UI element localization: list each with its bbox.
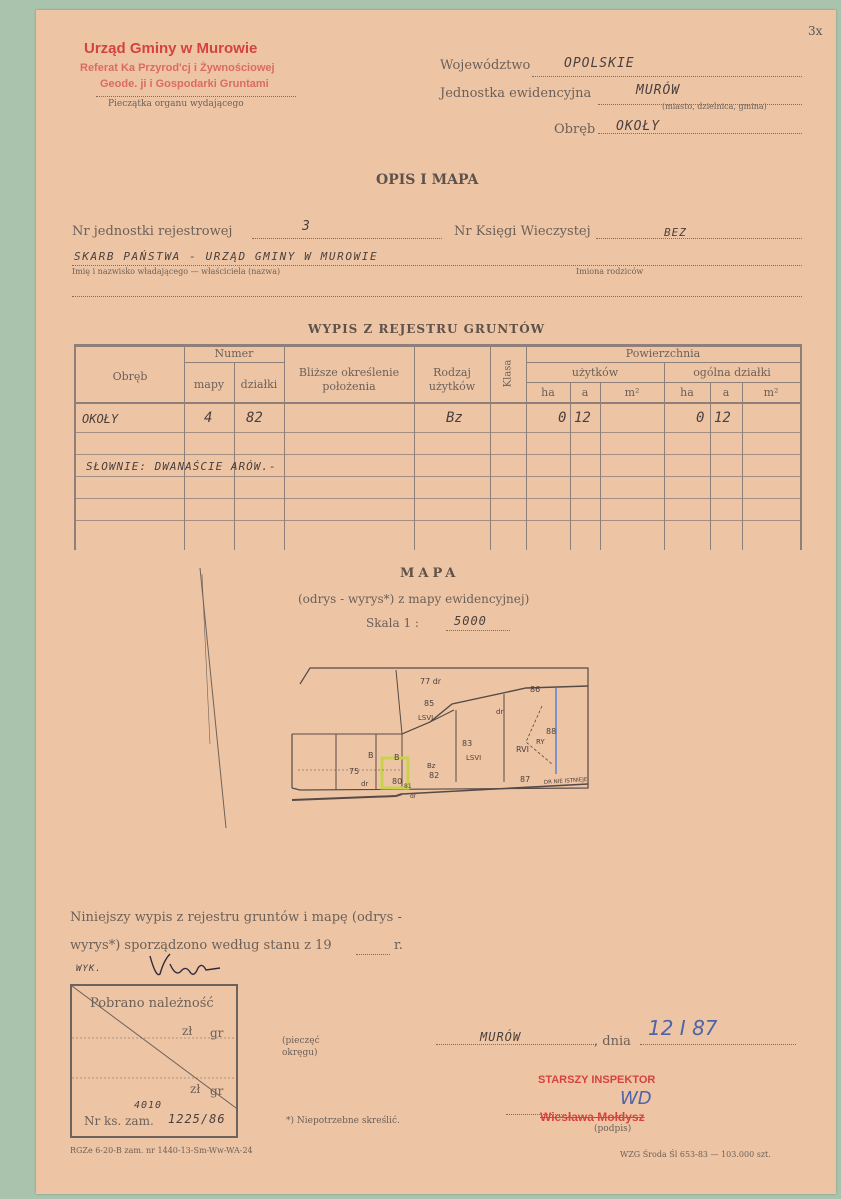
land-book-value: BEZ [664,226,687,239]
label-87: 87 [520,775,531,784]
col-map: mapy [193,378,225,391]
col-use-type-1: Rodzaj [433,366,471,379]
registry-unit-value: 3 [302,219,311,234]
col-location-2: położenia [322,380,376,393]
row-map: 4 [204,410,213,426]
statement-line-2: wyrys*) sporządzono według stanu z 19 [70,938,332,953]
col-a-2: a [722,386,730,399]
fee-title: Pobrano należność [90,996,214,1011]
place-value: MURÓW [480,1030,522,1044]
fee-zl-1: zł [182,1024,193,1038]
date-value: 12 I 87 [648,1016,718,1040]
row-total-a: 12 [714,410,731,426]
stamp-section: Geode. ji i Gospodarki Gruntami [100,78,269,90]
date-label: , dnia [594,1034,631,1049]
land-registry-table [74,344,802,550]
voivodeship-value: OPOLSKIE [564,56,635,71]
label-road: DR NIE ISTNIEJE [543,776,588,786]
label-75: 75 [349,767,360,776]
document-sheet [36,10,836,1194]
corner-mark: 3x [808,24,823,38]
label-81: 81 [404,783,412,790]
registry-unit-label: Nr jednostki rejestrowej [72,224,233,239]
label-lsvi-2: LSVI [466,754,482,762]
col-use-type-2: użytków [428,380,476,393]
precinct-value: OKOŁY [616,119,661,134]
label-80: 80 [392,777,403,786]
footnote: *) Niepotrzebne skreślić. [286,1116,400,1126]
col-class: Klasa [502,359,514,388]
land-book-label: Nr Księgi Wieczystej [454,224,591,239]
inspector-initials: WD [620,1088,652,1109]
stamp-caption: Pieczątka organu wydającego [108,99,244,109]
order-number-value: 1225/86 [168,1112,226,1126]
unit-value: MURÓW [636,83,681,98]
col-area-use: użytków [571,366,619,379]
label-lsvi-1: LSVI [418,714,434,722]
map-title: MAPA [400,566,460,581]
label-85: 85 [424,699,435,708]
col-number: Numer [214,347,254,360]
label-82: 82 [429,771,440,780]
area-in-words: SŁOWNIE: DWANAŚCIE ARÓW.- [86,460,277,473]
document-title: OPIS I MAPA [376,172,479,188]
map-subtitle: (odrys - wyrys*) z mapy ewidencyjnej) [298,592,530,606]
label-88: 88 [546,727,557,736]
map-scale-value: 5000 [454,614,487,628]
fee-box [70,984,238,1138]
order-number-top: 4010 [134,1100,163,1111]
row-use-type: Bz [446,410,463,426]
col-precinct: Obręb [112,370,148,383]
stamp-department: Referat Ka Przyrod'cj i Żywnościowej [80,62,275,74]
fee-zl-2: zł [190,1082,201,1096]
print-info: WZG Środa Śl 653-83 — 103.000 szt. [620,1150,771,1159]
signature-caption: (podpis) [594,1124,632,1134]
table-title: WYPIS Z REJESTRU GRUNTÓW [308,322,546,336]
col-a-1: a [581,386,589,399]
unit-hint: (miasto, dzielnica, gmina) [662,102,767,111]
row-use-ha: 0 [558,410,567,426]
label-rvi: RVI [516,745,529,754]
fee-gr-1: gr [210,1026,224,1040]
label-dr-2: dr [361,780,369,788]
seal-label-1: (pieczęć [282,1036,320,1046]
parents-label: Imiona rodziców [576,267,644,276]
map-scale-label: Skala 1 : [366,616,419,630]
precinct-label: Obręb [554,122,596,137]
voivodeship-label: Województwo [440,58,531,73]
cadastral-map [196,564,596,836]
handwritten-signature [146,950,226,982]
col-m2-1: m² [624,386,640,399]
row-precinct: OKOŁY [82,412,119,426]
label-83: 83 [462,739,473,748]
seal-label-2: okręgu) [282,1048,318,1058]
owner-label: Imię i nazwisko władającego — właściciela (nazwa) [72,267,281,276]
col-parcel: działki [240,378,278,391]
col-ha-1: ha [541,386,555,399]
row-parcel: 82 [246,410,263,426]
col-area: Powierzchnia [625,347,701,360]
form-code: RGZe 6-20-B zam. nr 1440-13-Sm-Ww-WA-24 [70,1146,253,1155]
statement-end: r. [394,938,403,953]
row-total-ha: 0 [696,410,705,426]
label-ry: RY [536,738,545,746]
performed-by: WYK. [76,964,102,974]
inspector-title: STARSZY INSPEKTOR [538,1074,656,1086]
row-use-a: 12 [574,410,591,426]
north-line [200,568,226,828]
label-dr-1: dr [496,708,504,716]
col-ha-2: ha [680,386,694,399]
label-bz: Bz [427,762,436,770]
statement-line-1: Niniejszy wypis z rejestru gruntów i mapę (odrys - [70,910,402,925]
label-dr-3: dr [410,793,417,800]
col-location-1: Bliższe określenie [298,366,400,379]
owner-value: SKARB PAŃSTWA - URZĄD GMINY W MUROWIE [74,250,379,263]
label-b-1: B [368,751,374,760]
stamp-office-name: Urząd Gminy w Murowie [84,40,258,57]
label-b-2: B [394,753,400,762]
unit-label: Jednostka ewidencyjna [440,86,592,101]
fee-gr-2: gr [210,1084,224,1098]
order-number-label: Nr ks. zam. [84,1114,154,1128]
col-m2-2: m² [763,386,779,399]
label-77: 77 dr [420,677,442,686]
label-86: 86 [530,685,541,694]
col-area-total: ogólna działki [693,366,771,379]
inspector-name: Wiesława Mołdysz [540,1110,645,1124]
